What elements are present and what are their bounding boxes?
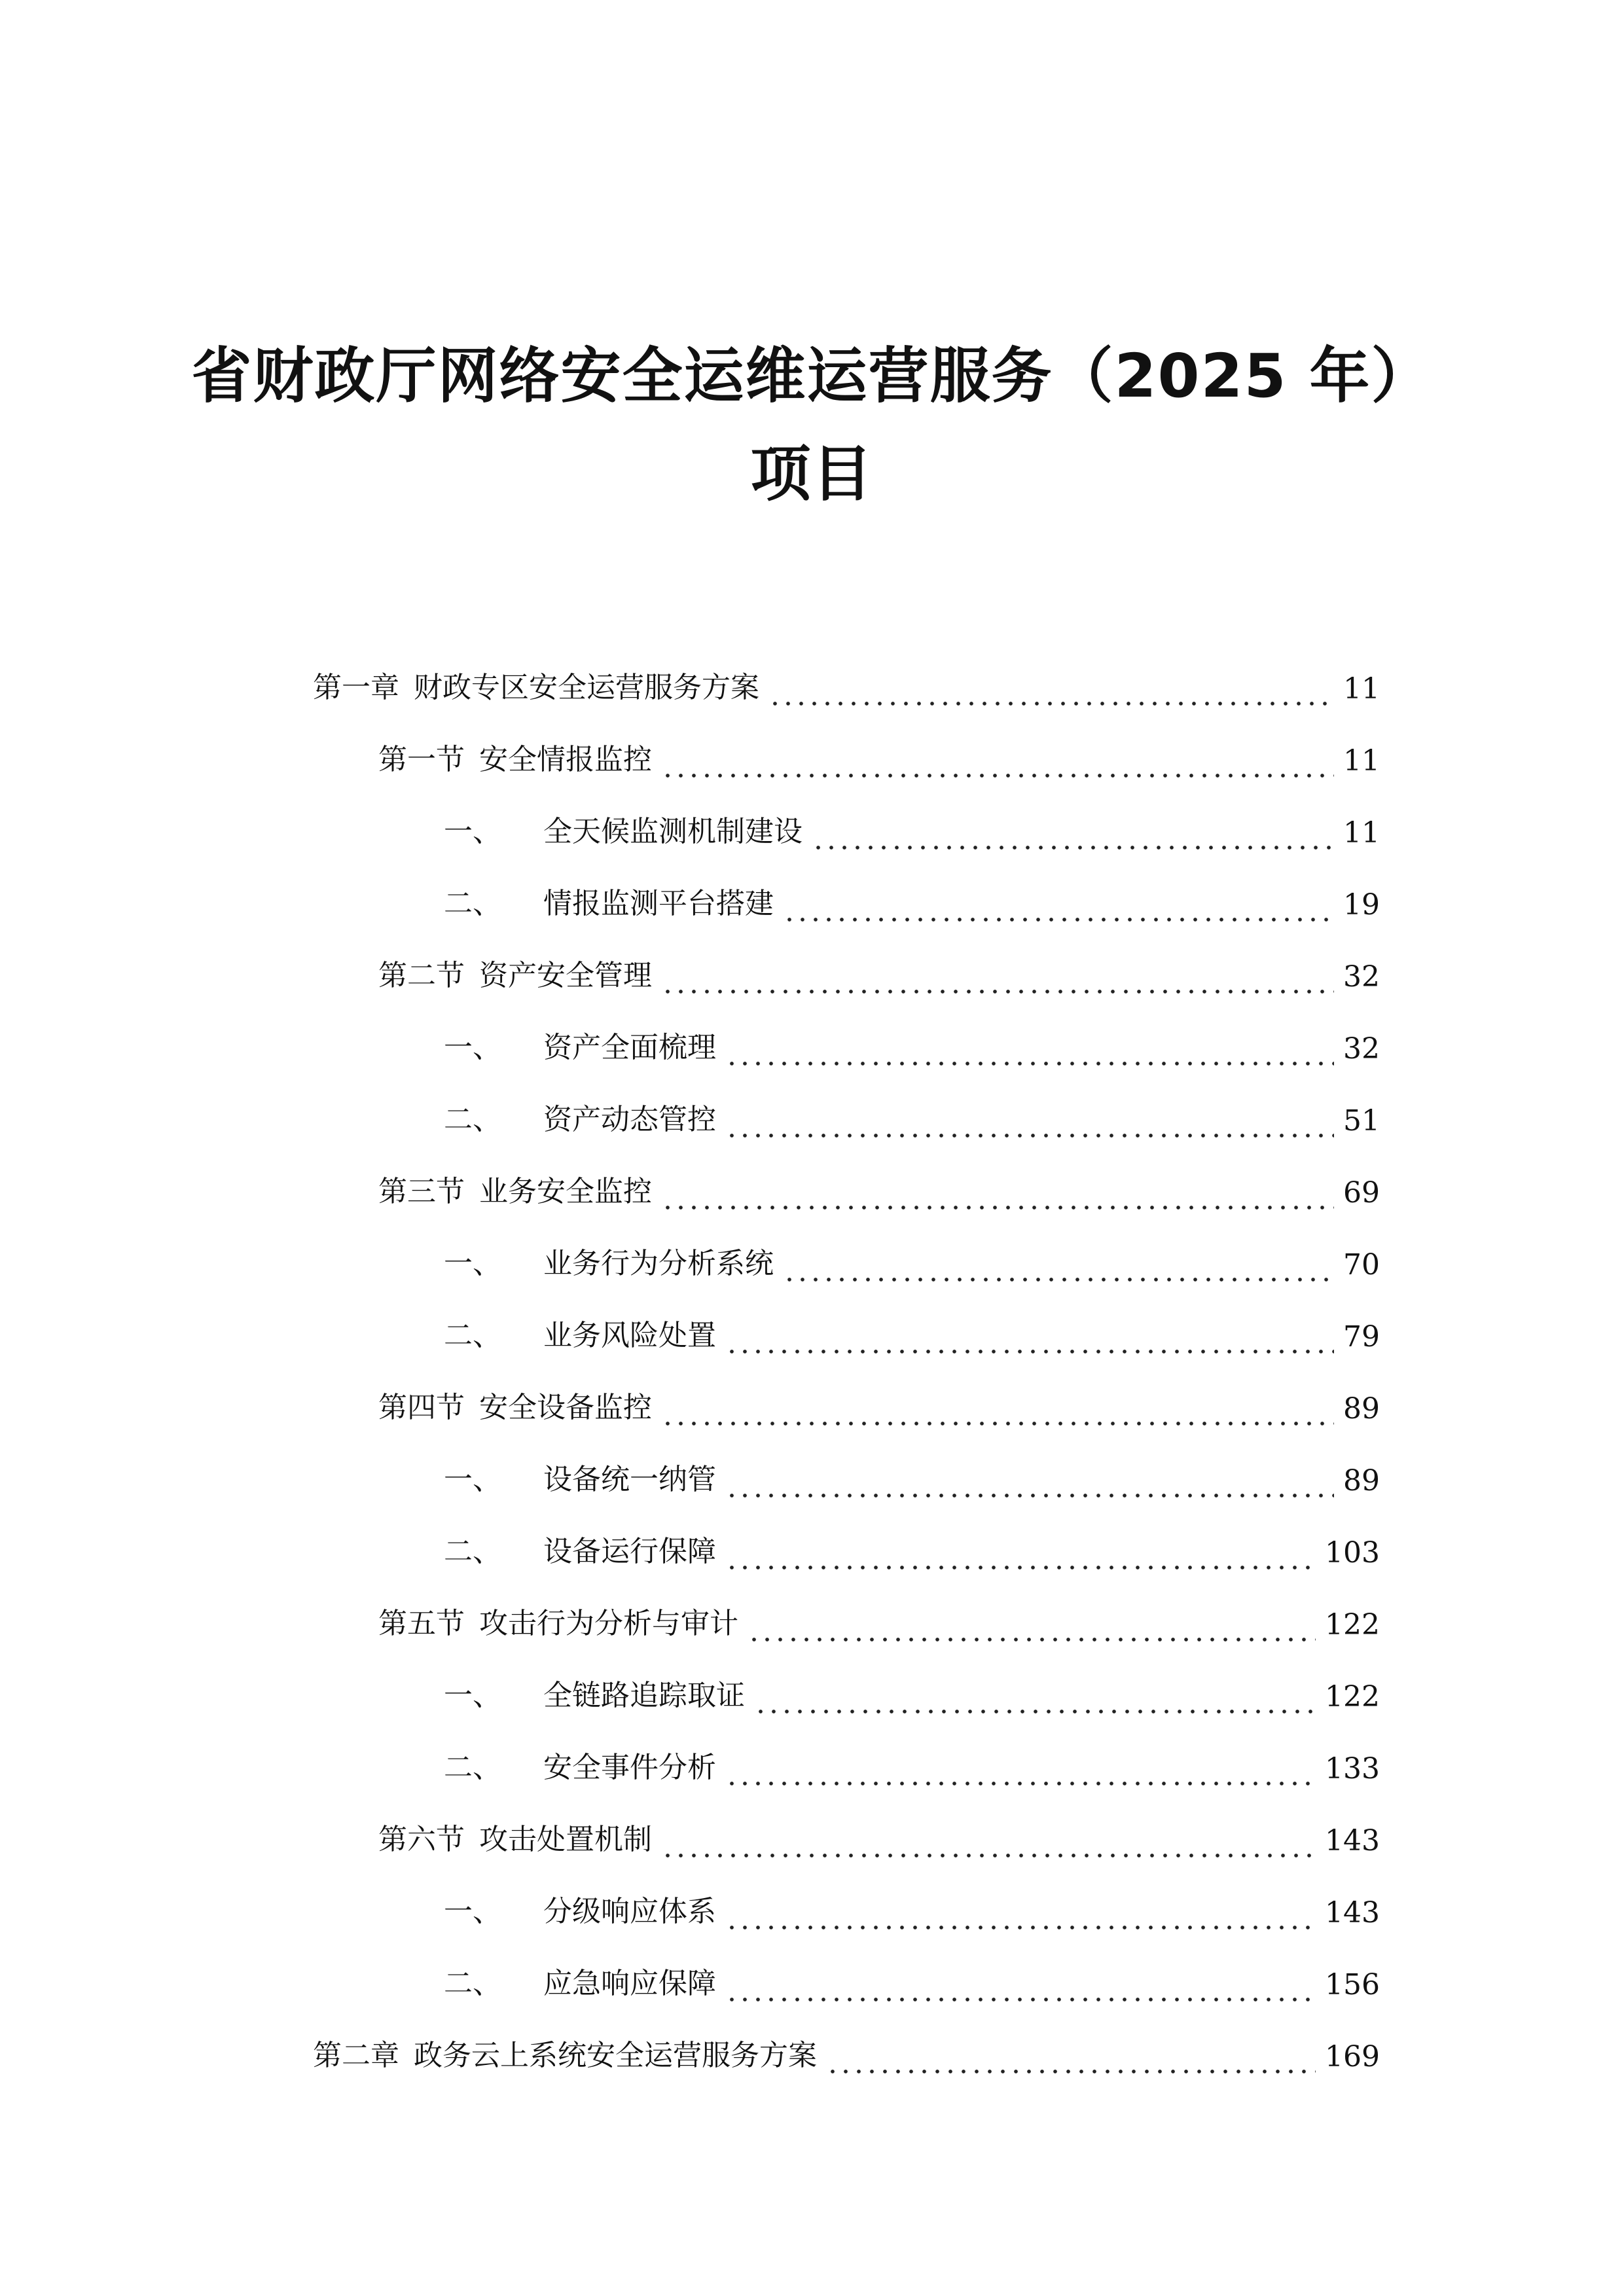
toc-entry[interactable] [313,1789,1380,1861]
toc-entry[interactable] [313,1645,1380,1717]
toc-entry-title: 分级响应体系 [543,1895,716,1928]
toc-page-number: 156 [1325,1968,1380,2001]
toc-dot-leader [661,1394,1334,1427]
toc-entry-number: 一、 [444,1031,501,1064]
toc-page-number: 103 [1325,1536,1380,1570]
toc-entry-title: 攻击处置机制 [479,1823,652,1856]
toc-entry-number: 第四节 [378,1391,465,1424]
toc-entry-number: 二、 [444,1751,501,1784]
toc-entry-label [444,1240,774,1285]
toc-entry-title: 安全设备监控 [479,1391,652,1424]
toc-entry-title: 全天候监测机制建设 [543,815,803,848]
toc-entry-label [378,736,652,781]
toc-entry-number: 一、 [444,1247,501,1280]
toc-page-number: 32 [1343,960,1380,994]
toc-entry-number: 二、 [444,1103,501,1136]
toc-page-number: 19 [1343,888,1380,922]
toc-entry[interactable] [313,1501,1380,1573]
toc-entry-number: 第二章 [313,2039,399,2072]
toc-dot-leader [754,1682,1316,1715]
toc-entry-label [444,1312,716,1357]
toc-dot-leader [725,1898,1316,1931]
toc-dot-leader [768,674,1334,707]
toc-entry-number: 一、 [444,815,501,848]
toc-dot-leader [661,1178,1334,1211]
toc-entry-label [378,1384,652,1429]
toc-entry[interactable] [313,1141,1380,1213]
toc-entry-title: 业务风险处置 [543,1319,716,1352]
toc-entry[interactable] [313,1069,1380,1141]
toc-dot-leader [725,1970,1316,2003]
document-title [0,327,1624,524]
toc-entry-label [378,1816,652,1861]
toc-entry-title: 财政专区安全运营服务方案 [414,671,759,704]
toc-page-number: 133 [1325,1752,1380,1785]
toc-page-number: 70 [1343,1248,1380,1282]
toc-entry[interactable] [313,1933,1380,2005]
toc-dot-leader [725,1466,1334,1499]
toc-page-number: 89 [1343,1464,1380,1498]
toc-entry-number: 二、 [444,1967,501,2000]
toc-entry[interactable] [313,637,1380,709]
toc-entry-label [378,952,652,997]
toc-page-number: 143 [1325,1824,1380,1857]
toc-entry-title: 设备运行保障 [543,1535,716,1568]
toc-entry-title: 业务行为分析系统 [543,1247,774,1280]
toc-entry-title: 资产安全管理 [479,959,652,992]
toc-dot-leader [783,1250,1334,1283]
toc-page-number: 89 [1343,1392,1380,1426]
toc-entry-number: 第三节 [378,1175,465,1208]
toc-entry-title: 全链路追踪取证 [543,1679,745,1712]
toc-entry-label [444,1888,716,1933]
toc-dot-leader [812,818,1334,851]
toc-entry-number: 第一章 [313,671,399,704]
toc-entry[interactable] [313,1285,1380,1357]
toc-entry-label [444,808,803,853]
toc-dot-leader [661,962,1334,995]
toc-entry-label [378,1168,652,1213]
toc-dot-leader [725,1538,1316,1571]
toc-entry[interactable] [313,781,1380,853]
toc-entry-label [444,880,774,925]
toc-entry-number: 第二节 [378,959,465,992]
title-line-2: 项目 [750,439,874,509]
toc-dot-leader [783,890,1334,923]
toc-page-number: 11 [1343,672,1380,706]
toc-entry-label [444,1456,716,1501]
toc-entry[interactable] [313,1213,1380,1285]
toc-dot-leader [725,1322,1334,1355]
toc-page-number: 32 [1343,1032,1380,1066]
toc-page-number: 122 [1325,1680,1380,1713]
toc-entry[interactable] [313,709,1380,781]
toc-entry-number: 第五节 [378,1607,465,1640]
toc-page-number: 143 [1325,1896,1380,1929]
toc-entry-title: 政务云上系统安全运营服务方案 [414,2039,817,2072]
toc-page-number: 11 [1343,816,1380,850]
toc-entry[interactable] [313,1357,1380,1429]
toc-dot-leader [725,1106,1334,1139]
toc-entry-title: 安全事件分析 [543,1751,716,1784]
toc-page-number: 169 [1325,2040,1380,2073]
toc-entry-number: 二、 [444,1319,501,1352]
toc-entry-label [444,1096,716,1141]
toc-dot-leader [661,1826,1316,1859]
toc-entry-title: 资产全面梳理 [543,1031,716,1064]
toc-dot-leader [725,1034,1334,1067]
toc-entry[interactable] [313,1717,1380,1789]
toc-dot-leader [725,1754,1316,1787]
table-of-contents [313,637,1380,2077]
toc-entry-label [313,664,759,709]
toc-entry-label [444,1672,745,1717]
toc-entry[interactable] [313,2005,1380,2077]
toc-entry[interactable] [313,925,1380,997]
toc-entry-number: 第一节 [378,743,465,776]
toc-dot-leader [748,1610,1316,1643]
toc-entry-title: 应急响应保障 [543,1967,716,2000]
toc-page-number: 69 [1343,1176,1380,1210]
toc-entry-label [444,1528,716,1573]
title-line-1: 省财政厅网络安全运维运营服务（2025 年） [191,341,1433,411]
toc-entry[interactable] [313,1573,1380,1645]
toc-entry-title: 安全情报监控 [479,743,652,776]
toc-page-number: 51 [1343,1104,1380,1138]
toc-entry[interactable] [313,997,1380,1069]
toc-entry-title: 资产动态管控 [543,1103,716,1136]
toc-page-number: 11 [1343,744,1380,778]
toc-entry-label [444,1960,716,2005]
toc-entry[interactable] [313,1861,1380,1933]
toc-entry-title: 业务安全监控 [479,1175,652,1208]
toc-entry[interactable] [313,1429,1380,1501]
toc-entry-label [444,1744,716,1789]
toc-entry-label [378,1600,738,1645]
toc-entry-number: 一、 [444,1895,501,1928]
toc-entry[interactable] [313,853,1380,925]
toc-page-number: 122 [1325,1608,1380,1641]
toc-entry-number: 一、 [444,1463,501,1496]
toc-entry-title: 设备统一纳管 [543,1463,716,1496]
toc-page-number: 79 [1343,1320,1380,1354]
toc-entry-number: 二、 [444,887,501,920]
toc-entry-label [313,2032,817,2077]
toc-entry-number: 第六节 [378,1823,465,1856]
toc-dot-leader [661,746,1334,779]
toc-entry-number: 二、 [444,1535,501,1568]
toc-entry-number: 一、 [444,1679,501,1712]
toc-entry-title: 情报监测平台搭建 [543,887,774,920]
toc-dot-leader [826,2042,1316,2075]
toc-entry-title: 攻击行为分析与审计 [479,1607,738,1640]
toc-entry-label [444,1024,716,1069]
